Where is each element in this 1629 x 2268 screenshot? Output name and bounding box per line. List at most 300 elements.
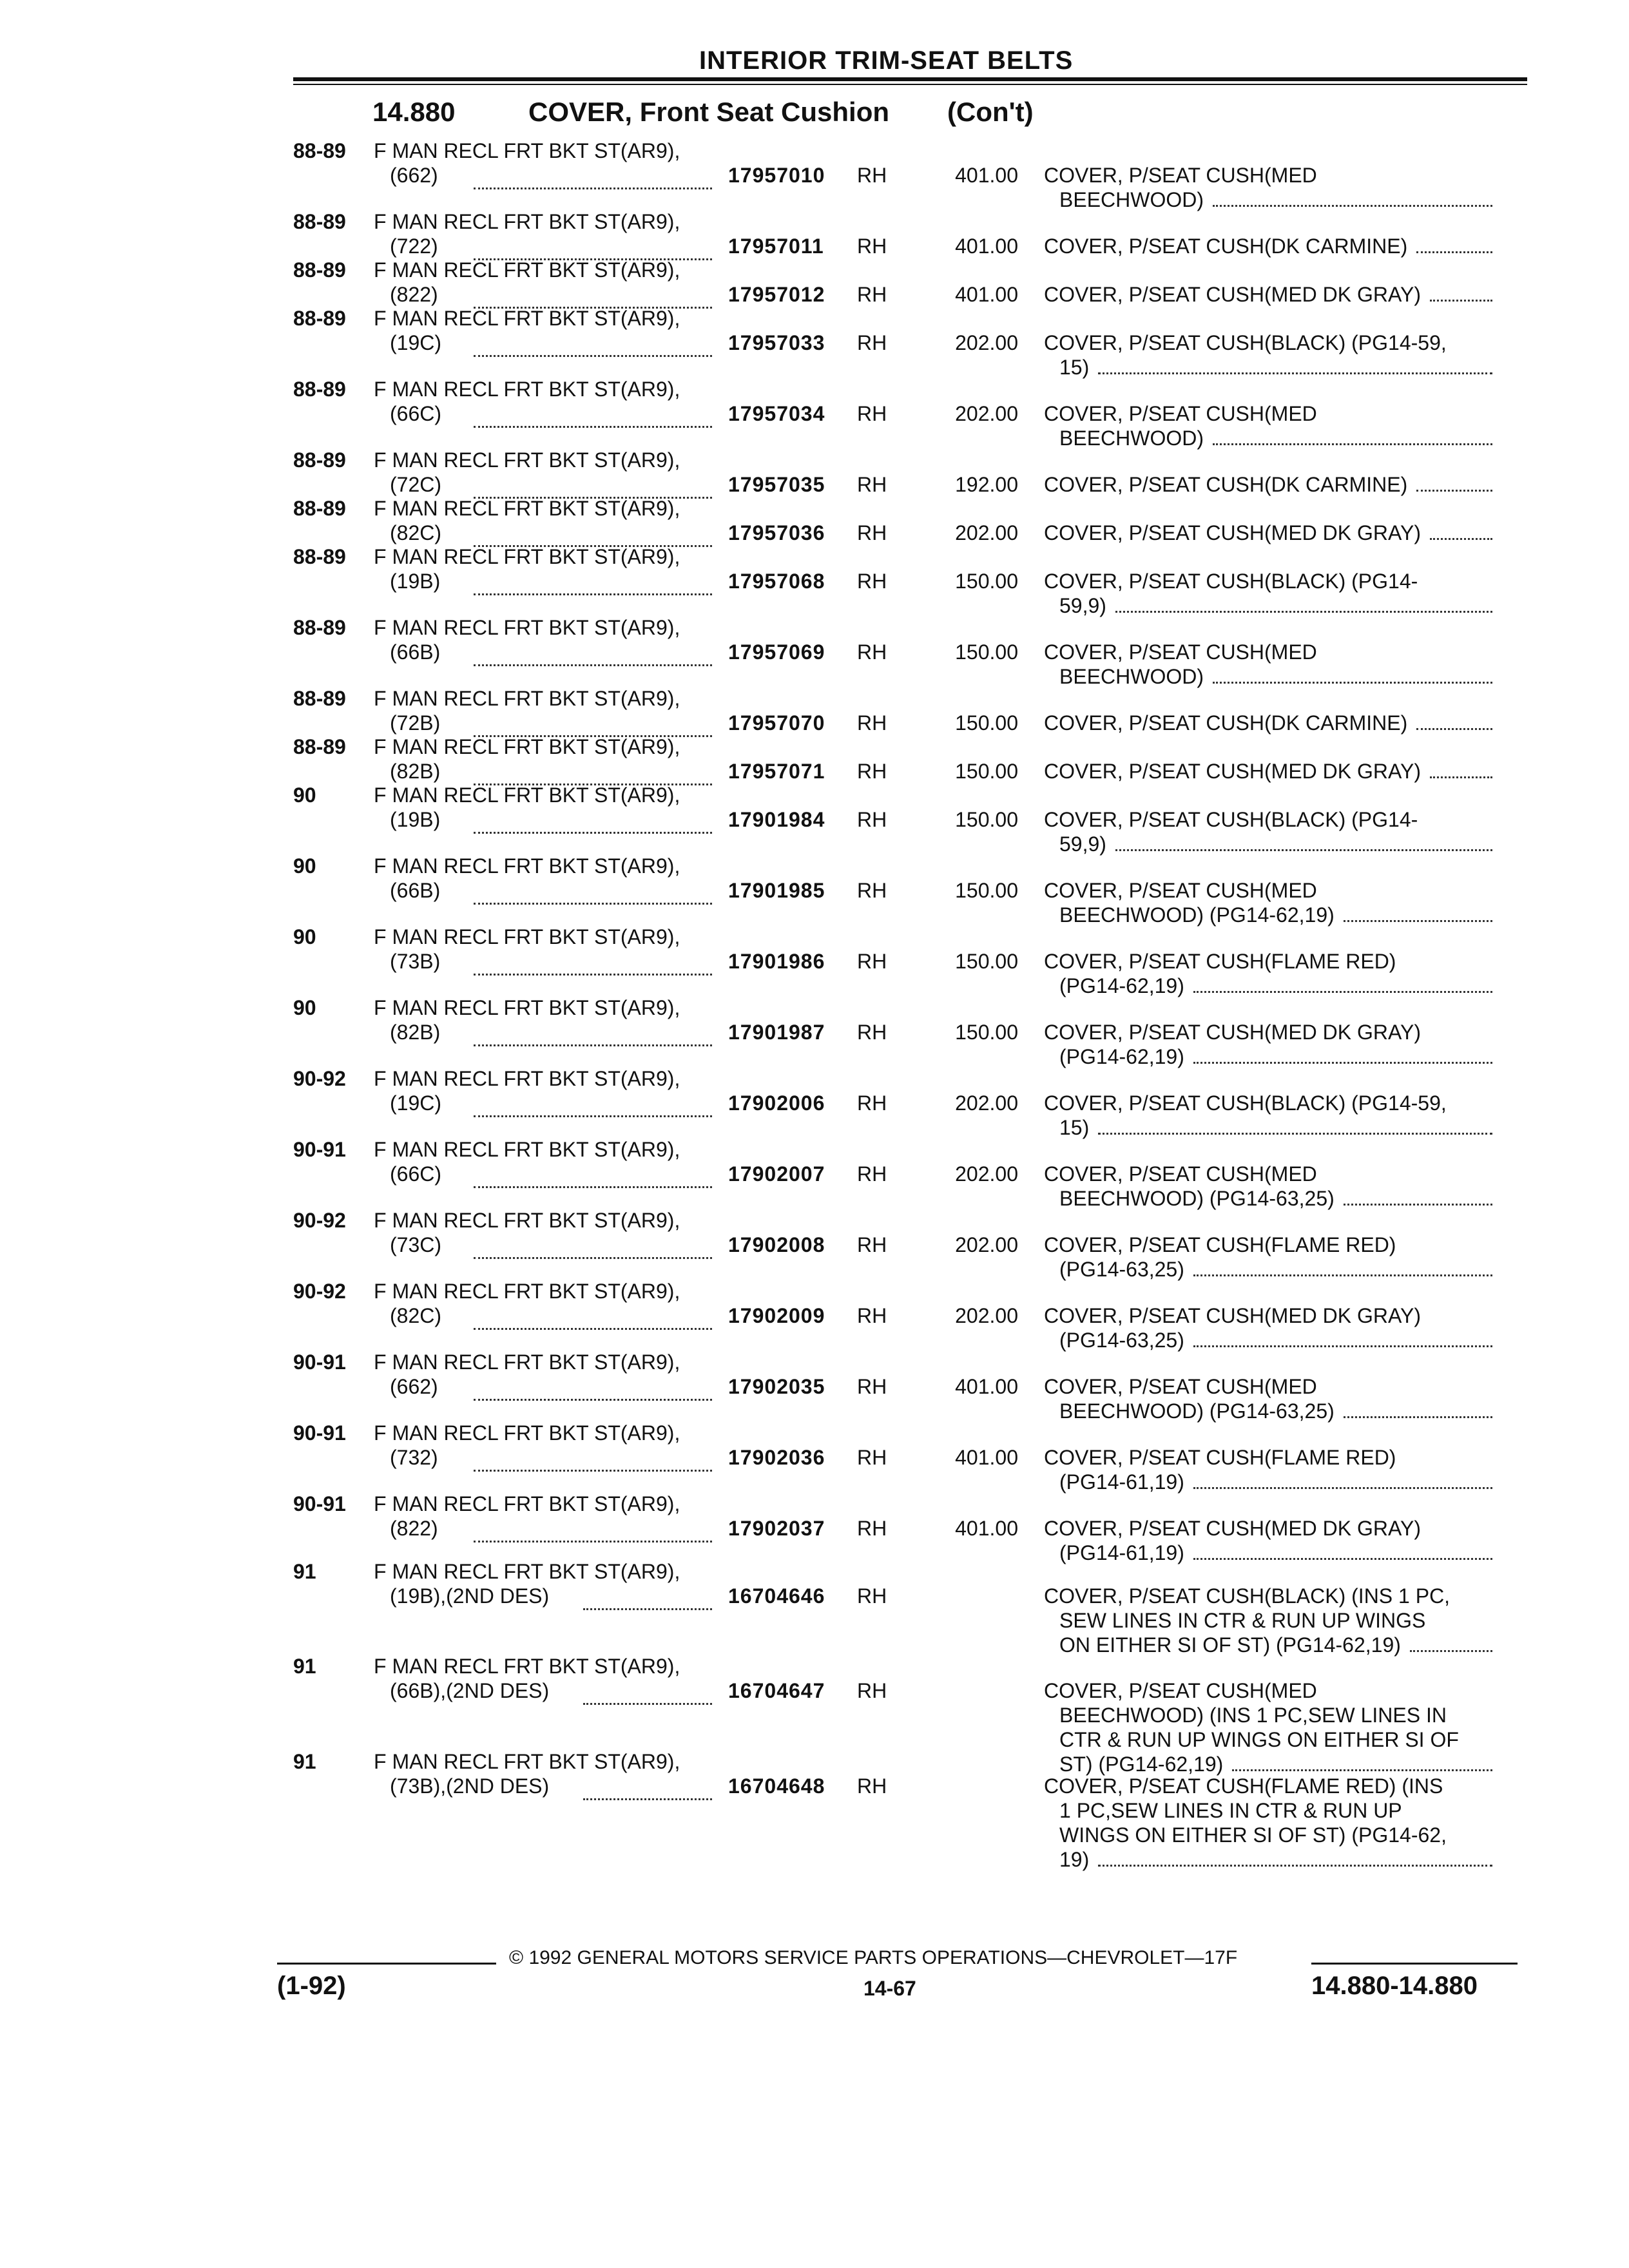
part-description [1044,1233,1495,1282]
dot-leader [474,282,712,309]
application-description: F MAN RECL FRT BKT ST(AR9), [374,1655,680,1678]
description-line [1044,1774,1495,1798]
description-text: BEECHWOOD) [1059,427,1204,450]
description-line [1044,187,1495,212]
description-text: (PG14-62,19) [1059,974,1184,997]
dot-leader [1193,1541,1492,1560]
side-code: RH [857,1233,887,1256]
model-year: 88-89 [293,735,346,758]
model-year: 88-89 [293,210,346,233]
side-code: RH [857,1517,887,1540]
part-number: 17901986 [728,950,825,973]
part-description [1044,1091,1495,1140]
description-line [1044,807,1495,832]
description-text: COVER, P/SEAT CUSH(BLACK) (PG14-59, [1044,331,1447,354]
description-text: (PG14-63,25) [1059,1258,1184,1281]
part-description [1044,949,1495,998]
side-code: RH [857,1446,887,1469]
description-line [1044,163,1495,187]
price: 150.00 [955,808,1018,831]
side-code: RH [857,331,887,354]
trim-code: (73B),(2ND DES) [390,1774,550,1798]
price: 401.00 [955,1375,1018,1398]
dot-leader [1416,711,1492,730]
dot-leader [474,331,712,357]
side-code: RH [857,711,887,735]
side-code: RH [857,1774,887,1798]
dot-leader [1344,1399,1492,1418]
description-text: COVER, P/SEAT CUSH(MED [1044,879,1317,902]
description-line [1044,903,1495,927]
description-line [1044,1115,1495,1140]
dot-leader [1193,974,1492,993]
description-text: (PG14-61,19) [1059,1470,1184,1494]
part-number: 17957010 [728,164,825,187]
description-text: COVER, P/SEAT CUSH(BLACK) (PG14- [1044,570,1418,593]
dot-leader [474,521,712,547]
section-title: COVER, Front Seat Cushion [528,97,890,127]
footer-rule-right [1311,1963,1518,1965]
application-description: F MAN RECL FRT BKT ST(AR9), [374,448,680,472]
description-line [1044,282,1495,307]
trim-code: (73C) [390,1233,442,1256]
part-description [1044,1774,1495,1872]
trim-code: (19B) [390,570,441,593]
side-code: RH [857,235,887,258]
price: 202.00 [955,1233,1018,1256]
part-number: 17901984 [728,808,825,831]
description-text: SEW LINES IN CTR & RUN UP WINGS [1059,1609,1426,1632]
part-number: 17957071 [728,760,825,783]
side-code: RH [857,473,887,496]
application-description: F MAN RECL FRT BKT ST(AR9), [374,1280,680,1303]
description-text: ST) (PG14-62,19) [1059,1753,1224,1776]
description-line [1044,1541,1495,1565]
application-description: F MAN RECL FRT BKT ST(AR9), [374,925,680,948]
price: 150.00 [955,879,1018,902]
description-line [1044,1470,1495,1494]
description-line [1044,949,1495,974]
description-line [1044,1633,1495,1657]
trim-code: (722) [390,235,438,258]
dot-leader [583,1774,712,1800]
description-line [1044,1328,1495,1352]
trim-code: (66B) [390,879,441,902]
description-text: COVER, P/SEAT CUSH(MED [1044,402,1317,425]
description-line [1044,1823,1495,1847]
description-text: COVER, P/SEAT CUSH(FLAME RED) [1044,950,1396,973]
description-line [1044,664,1495,689]
price: 202.00 [955,1162,1018,1186]
part-description [1044,1516,1495,1565]
model-year: 90 [293,854,316,878]
description-line [1044,1516,1495,1541]
dot-leader [1115,832,1492,851]
price: 150.00 [955,640,1018,664]
dot-leader [583,1678,712,1705]
part-description [1044,401,1495,450]
description-text: (PG14-63,25) [1059,1329,1184,1352]
application-description: F MAN RECL FRT BKT ST(AR9), [374,1492,680,1515]
part-description [1044,331,1495,380]
description-text: COVER, P/SEAT CUSH(MED DK GRAY) [1044,760,1421,783]
description-line [1044,1752,1495,1776]
description-line [1044,640,1495,664]
price: 150.00 [955,570,1018,593]
description-text: COVER, P/SEAT CUSH(DK CARMINE) [1044,711,1408,735]
dot-leader [1193,1045,1492,1064]
side-code: RH [857,1021,887,1044]
part-number: 17957036 [728,521,825,544]
description-line [1044,401,1495,426]
part-number: 17957034 [728,402,825,425]
description-text: 59,9) [1059,594,1106,617]
model-year: 88-89 [293,307,346,330]
part-number: 16704647 [728,1679,825,1702]
part-description [1044,759,1495,783]
dot-leader [474,401,712,428]
section-continued: (Con't) [947,97,1034,127]
description-text: CTR & RUN UP WINGS ON EITHER SI OF [1059,1728,1459,1751]
part-number: 17957068 [728,570,825,593]
description-line [1044,1399,1495,1423]
description-line [1044,1678,1495,1703]
model-year: 91 [293,1560,316,1583]
description-text: COVER, P/SEAT CUSH(FLAME RED) [1044,1446,1396,1469]
footer-rule-left [277,1963,496,1965]
description-text: COVER, P/SEAT CUSH(MED DK GRAY) [1044,1517,1421,1540]
description-line [1044,759,1495,783]
side-code: RH [857,1679,887,1702]
description-text: ON EITHER SI OF ST) (PG14-62,19) [1059,1633,1401,1657]
footer-date: (1-92) [277,1972,346,2000]
description-line [1044,711,1495,735]
trim-code: (662) [390,1375,438,1398]
model-year: 88-89 [293,448,346,472]
application-description: F MAN RECL FRT BKT ST(AR9), [374,1350,680,1374]
side-code: RH [857,808,887,831]
description-line [1044,234,1495,258]
side-code: RH [857,164,887,187]
description-text: COVER, P/SEAT CUSH(BLACK) (PG14-59, [1044,1091,1447,1115]
model-year: 91 [293,1750,316,1773]
dot-leader [474,472,712,499]
part-description [1044,1020,1495,1069]
description-text: BEECHWOOD) (PG14-63,25) [1059,1399,1335,1423]
application-description: F MAN RECL FRT BKT ST(AR9), [374,545,680,568]
description-text: BEECHWOOD) [1059,188,1204,211]
description-text: COVER, P/SEAT CUSH(DK CARMINE) [1044,235,1408,258]
model-year: 88-89 [293,139,346,162]
side-code: RH [857,1091,887,1115]
description-text: BEECHWOOD) (PG14-62,19) [1059,903,1335,927]
description-text: COVER, P/SEAT CUSH(MED DK GRAY) [1044,1021,1421,1044]
model-year: 90-91 [293,1138,346,1161]
description-text: BEECHWOOD) (PG14-63,25) [1059,1187,1335,1210]
application-description: F MAN RECL FRT BKT ST(AR9), [374,139,680,162]
description-line [1044,1091,1495,1115]
trim-code: (662) [390,164,438,187]
dot-leader [1416,235,1492,253]
section-number: 14.880 [372,97,456,127]
header-rule-thin [293,84,1527,85]
price: 202.00 [955,521,1018,544]
price: 401.00 [955,283,1018,306]
side-code: RH [857,640,887,664]
model-year: 90-91 [293,1492,346,1515]
price: 202.00 [955,1304,1018,1327]
trim-code: (66B),(2ND DES) [390,1679,550,1702]
side-code: RH [857,950,887,973]
application-description: F MAN RECL FRT BKT ST(AR9), [374,1421,680,1445]
price: 202.00 [955,331,1018,354]
part-description [1044,569,1495,618]
side-code: RH [857,521,887,544]
application-description: F MAN RECL FRT BKT ST(AR9), [374,497,680,520]
dot-leader [474,1445,712,1472]
description-line [1044,1608,1495,1633]
model-year: 90-91 [293,1350,346,1374]
dot-leader [1232,1753,1492,1771]
price: 150.00 [955,1021,1018,1044]
model-year: 88-89 [293,258,346,282]
trim-code: (822) [390,283,438,306]
price: 150.00 [955,950,1018,973]
description-text: COVER, P/SEAT CUSH(MED DK GRAY) [1044,1304,1421,1327]
description-text: 59,9) [1059,832,1106,856]
application-description: F MAN RECL FRT BKT ST(AR9), [374,735,680,758]
side-code: RH [857,1304,887,1327]
part-number: 17902006 [728,1091,825,1115]
dot-leader [1193,1329,1492,1347]
dot-leader [474,1233,712,1259]
description-line [1044,974,1495,998]
dot-leader [474,163,712,189]
part-description [1044,282,1495,307]
dot-leader [474,1303,712,1330]
description-line [1044,1020,1495,1044]
trim-code: (19B),(2ND DES) [390,1584,550,1608]
dot-leader [474,1020,712,1046]
dot-leader [1098,1116,1492,1135]
side-code: RH [857,570,887,593]
part-description [1044,1678,1495,1776]
dot-leader [474,1091,712,1117]
application-description: F MAN RECL FRT BKT ST(AR9), [374,258,680,282]
part-number: 17957012 [728,283,825,306]
side-code: RH [857,283,887,306]
description-line [1044,1162,1495,1186]
part-number: 17902007 [728,1162,825,1186]
part-description [1044,878,1495,927]
part-description [1044,163,1495,212]
model-year: 90 [293,925,316,948]
description-line [1044,878,1495,903]
trim-code: (82B) [390,1021,441,1044]
application-description: F MAN RECL FRT BKT ST(AR9), [374,854,680,878]
part-description [1044,1584,1495,1657]
description-text: COVER, P/SEAT CUSH(MED DK GRAY) [1044,521,1421,544]
description-line [1044,1186,1495,1211]
description-text: COVER, P/SEAT CUSH(DK CARMINE) [1044,473,1408,496]
trim-code: (82C) [390,521,442,544]
dot-leader [1213,665,1492,684]
description-line [1044,1374,1495,1399]
price: 401.00 [955,1517,1018,1540]
dot-leader [474,807,712,834]
description-text: COVER, P/SEAT CUSH(MED [1044,1679,1317,1702]
dot-leader [474,640,712,666]
dot-leader [1213,188,1492,207]
header-rule [293,77,1527,81]
dot-leader [1410,1633,1492,1652]
application-description: F MAN RECL FRT BKT ST(AR9), [374,1209,680,1232]
dot-leader [1115,594,1492,613]
part-number: 16704646 [728,1584,825,1608]
part-number: 17902009 [728,1304,825,1327]
part-number: 17902035 [728,1375,825,1398]
model-year: 90-92 [293,1067,346,1090]
application-description: F MAN RECL FRT BKT ST(AR9), [374,210,680,233]
part-description [1044,1303,1495,1352]
part-number: 17957033 [728,331,825,354]
description-line [1044,1847,1495,1872]
application-description: F MAN RECL FRT BKT ST(AR9), [374,783,680,807]
dot-leader [1193,1258,1492,1276]
dot-leader [474,711,712,737]
part-description [1044,1374,1495,1423]
part-description [1044,521,1495,545]
description-text: (PG14-62,19) [1059,1045,1184,1068]
model-year: 88-89 [293,687,346,710]
model-year: 88-89 [293,616,346,639]
part-description [1044,472,1495,497]
footer-copyright: © 1992 GENERAL MOTORS SERVICE PARTS OPERATIONS—CHEVROLET—17F [509,1947,1238,1968]
part-description [1044,234,1495,258]
description-text: 1 PC,SEW LINES IN CTR & RUN UP [1059,1799,1402,1822]
description-text: 15) [1059,1116,1090,1139]
part-number: 17902037 [728,1517,825,1540]
dot-leader [583,1584,712,1610]
price: 401.00 [955,1446,1018,1469]
dot-leader [1098,1848,1492,1867]
trim-code: (66C) [390,402,442,425]
trim-code: (73B) [390,950,441,973]
dot-leader [474,878,712,905]
dot-leader [1193,1470,1492,1489]
description-line [1044,426,1495,450]
dot-leader [1430,760,1492,778]
description-text: COVER, P/SEAT CUSH(MED [1044,1375,1317,1398]
trim-code: (66C) [390,1162,442,1186]
part-number: 17957070 [728,711,825,735]
model-year: 90-92 [293,1209,346,1232]
application-description: F MAN RECL FRT BKT ST(AR9), [374,307,680,330]
dot-leader [1344,903,1492,922]
side-code: RH [857,402,887,425]
model-year: 90-92 [293,1280,346,1303]
application-description: F MAN RECL FRT BKT ST(AR9), [374,616,680,639]
part-description [1044,640,1495,689]
description-line [1044,1303,1495,1328]
description-text: COVER, P/SEAT CUSH(BLACK) (PG14- [1044,808,1418,831]
description-text: BEECHWOOD) (INS 1 PC,SEW LINES IN [1059,1704,1447,1727]
trim-code: (732) [390,1446,438,1469]
description-text: (PG14-61,19) [1059,1541,1184,1564]
part-number: 17957035 [728,473,825,496]
dot-leader [1430,521,1492,540]
description-line [1044,1798,1495,1823]
application-description: F MAN RECL FRT BKT ST(AR9), [374,687,680,710]
description-line [1044,1703,1495,1727]
footer-page-number: 14-67 [863,1977,916,2000]
description-line [1044,1257,1495,1282]
dot-leader [474,569,712,595]
part-number: 17901985 [728,879,825,902]
description-line [1044,569,1495,593]
trim-code: (82C) [390,1304,442,1327]
dot-leader [474,759,712,785]
description-text: COVER, P/SEAT CUSH(MED [1044,1162,1317,1186]
trim-code: (822) [390,1517,438,1540]
part-number: 17902008 [728,1233,825,1256]
part-number: 17901987 [728,1021,825,1044]
application-description: F MAN RECL FRT BKT ST(AR9), [374,1138,680,1161]
description-line [1044,472,1495,497]
description-text: COVER, P/SEAT CUSH(MED DK GRAY) [1044,283,1421,306]
application-description: F MAN RECL FRT BKT ST(AR9), [374,1560,680,1583]
price: 192.00 [955,473,1018,496]
part-number: 16704648 [728,1774,825,1798]
dot-leader [1416,473,1492,492]
dot-leader [1344,1187,1492,1206]
trim-code: (19C) [390,331,442,354]
application-description: F MAN RECL FRT BKT ST(AR9), [374,996,680,1019]
side-code: RH [857,1162,887,1186]
price: 401.00 [955,164,1018,187]
part-description [1044,1162,1495,1211]
part-description [1044,1445,1495,1494]
description-line [1044,1584,1495,1608]
model-year: 90-91 [293,1421,346,1445]
description-line [1044,1233,1495,1257]
trim-code: (19B) [390,808,441,831]
price: 202.00 [955,402,1018,425]
application-description: F MAN RECL FRT BKT ST(AR9), [374,1067,680,1090]
model-year: 90 [293,996,316,1019]
description-text: COVER, P/SEAT CUSH(MED [1044,164,1317,187]
description-line [1044,1044,1495,1069]
description-text: WINGS ON EITHER SI OF ST) (PG14-62, [1059,1823,1447,1847]
part-number: 17902036 [728,1446,825,1469]
dot-leader [474,234,712,260]
application-description: F MAN RECL FRT BKT ST(AR9), [374,378,680,401]
application-description: F MAN RECL FRT BKT ST(AR9), [374,1750,680,1773]
footer-section-range: 14.880-14.880 [1311,1972,1478,2000]
description-text: COVER, P/SEAT CUSH(FLAME RED) [1044,1233,1396,1256]
trim-code: (19C) [390,1091,442,1115]
description-line [1044,1727,1495,1752]
description-text: COVER, P/SEAT CUSH(FLAME RED) (INS [1044,1774,1443,1798]
description-text: COVER, P/SEAT CUSH(BLACK) (INS 1 PC, [1044,1584,1451,1608]
part-description [1044,807,1495,856]
description-line [1044,832,1495,856]
trim-code: (72C) [390,473,442,496]
trim-code: (82B) [390,760,441,783]
model-year: 90 [293,783,316,807]
dot-leader [474,1516,712,1542]
side-code: RH [857,1584,887,1608]
